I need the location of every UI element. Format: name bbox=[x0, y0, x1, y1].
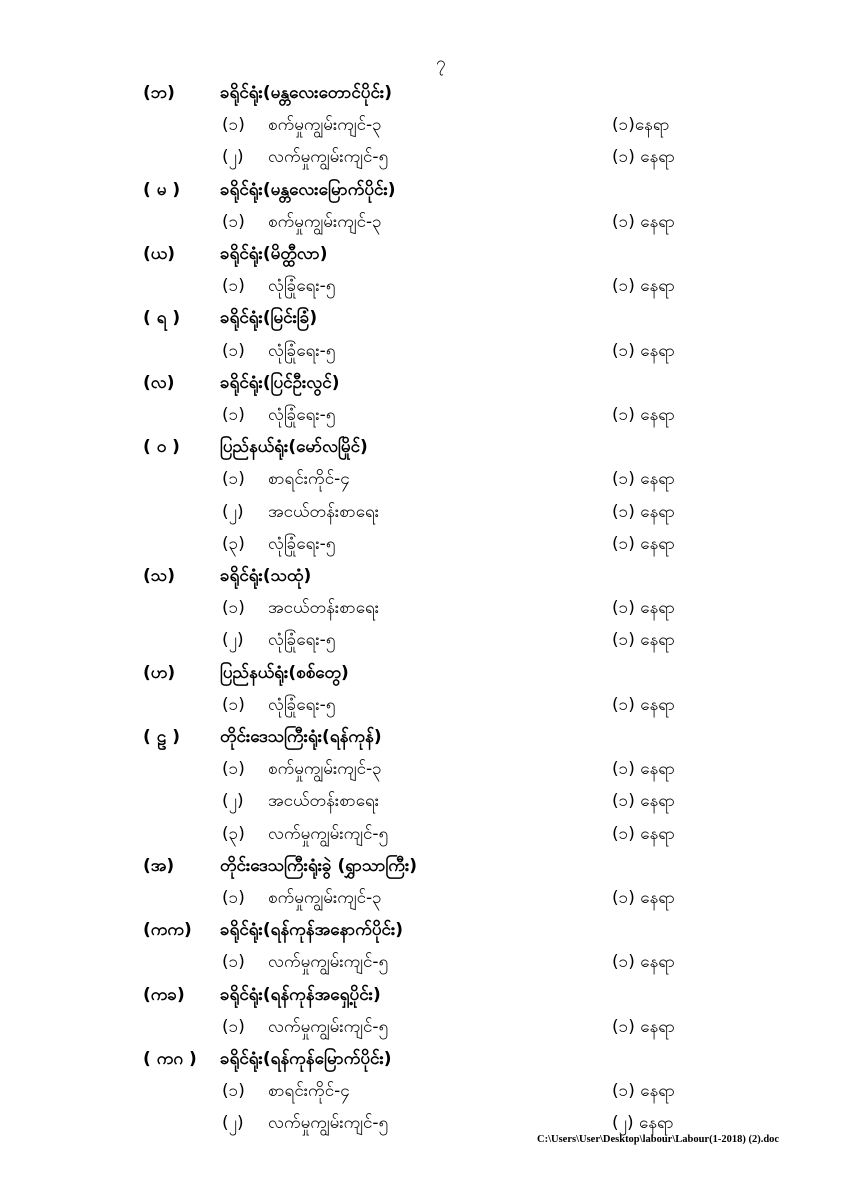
vacancy-item bbox=[0, 142, 849, 172]
vacancy-item bbox=[0, 625, 849, 655]
vacancy-item bbox=[0, 754, 849, 784]
item-number: (၃) bbox=[222, 533, 245, 554]
item-vacancy-count: (၁) နေရာ bbox=[612, 952, 676, 973]
item-position: လက်မှုကျွမ်းကျင်-၅ bbox=[268, 147, 389, 168]
vacancy-item bbox=[0, 786, 849, 816]
item-position: စက်မှုကျွမ်းကျင်-၃ bbox=[268, 759, 382, 780]
item-position: စက်မှုကျွမ်းကျင်-၃ bbox=[268, 211, 382, 232]
item-vacancy-count: (၁) နေရာ bbox=[612, 598, 676, 619]
section-label: (ကခ) bbox=[143, 984, 185, 1005]
section-label: ( ဠ ) bbox=[143, 727, 181, 747]
section-title: ပြည်နယ်ရုံး(မော်လမြိုင်) bbox=[220, 437, 368, 458]
item-vacancy-count: (၁) နေရာ bbox=[612, 501, 676, 522]
item-number: (၁) bbox=[222, 405, 245, 425]
section-header bbox=[0, 432, 849, 462]
section-label: (သ) bbox=[143, 566, 175, 586]
section-label: ( ဝ ) bbox=[143, 437, 180, 458]
vacancy-item bbox=[0, 819, 849, 849]
section-title: ခရိုင်ရုံး(မိတ္ထီလာ) bbox=[220, 244, 328, 264]
vacancy-item bbox=[0, 690, 849, 720]
item-number: (၁) bbox=[222, 340, 245, 361]
item-number: (၁) bbox=[222, 694, 245, 715]
item-vacancy-count: (၁) နေရာ bbox=[612, 759, 676, 780]
item-vacancy-count: (၁) နေရာ bbox=[612, 888, 676, 908]
item-number: (၁) bbox=[222, 759, 245, 780]
section-label: ( ကဂ ) bbox=[143, 1049, 197, 1069]
item-number: (၁) bbox=[222, 276, 245, 297]
section-title: ခရိုင်ရုံး(သထုံ) bbox=[220, 566, 312, 586]
item-vacancy-count: (၁) နေရာ bbox=[612, 211, 676, 232]
item-vacancy-count: (၁) နေရာ bbox=[612, 340, 676, 361]
section-header bbox=[0, 368, 849, 398]
page-number: ၇ bbox=[436, 53, 446, 73]
item-number: (၁) bbox=[222, 888, 245, 908]
section-title: တိုင်းဒေသကြီးရုံး(ရန်ကုန်) bbox=[220, 727, 382, 747]
section-label: ( ရ ) bbox=[143, 308, 181, 329]
section-label: (အ) bbox=[143, 855, 175, 876]
item-vacancy-count: (၁) နေရာ bbox=[612, 1081, 676, 1102]
vacancy-item bbox=[0, 883, 849, 913]
section-header bbox=[0, 980, 849, 1010]
vacancy-item bbox=[0, 497, 849, 527]
section-label: (ဟ) bbox=[143, 662, 176, 683]
section-header bbox=[0, 561, 849, 591]
item-vacancy-count: (၁) နေရာ bbox=[612, 694, 676, 715]
item-position: လက်မှုကျွမ်းကျင်-၅ bbox=[268, 1113, 389, 1134]
section-title: ပြည်နယ်ရုံး(စစ်တွေ) bbox=[220, 662, 349, 683]
item-number: (၁) bbox=[222, 598, 245, 619]
item-position: လက်မှုကျွမ်းကျင်-၅ bbox=[268, 952, 389, 973]
item-vacancy-count: (၁) နေရာ bbox=[612, 823, 676, 844]
vacancy-item bbox=[0, 464, 849, 494]
item-position: အငယ်တန်းစာရေး bbox=[268, 501, 380, 522]
item-vacancy-count: (၁) နေရာ bbox=[612, 630, 676, 651]
vacancy-item bbox=[0, 529, 849, 559]
item-position: လုံခြုံရေး-၅ bbox=[268, 276, 336, 297]
item-number: (၂) bbox=[222, 501, 244, 522]
vacancy-item bbox=[0, 593, 849, 623]
section-title: ခရိုင်ရုံး(ရန်ကုန်အရှေ့ပိုင်း) bbox=[220, 984, 381, 1005]
section-label: (လ) bbox=[143, 372, 175, 393]
vacancy-item bbox=[0, 947, 849, 977]
vacancy-item bbox=[0, 271, 849, 301]
vacancy-item bbox=[0, 336, 849, 366]
item-number: (၂) bbox=[222, 630, 244, 651]
vacancy-item bbox=[0, 110, 849, 140]
item-position: လက်မှုကျွမ်းကျင်-၅ bbox=[268, 823, 389, 844]
section-label: ( မ ) bbox=[143, 179, 181, 200]
item-position: အငယ်တန်းစာရေး bbox=[268, 598, 380, 619]
section-title: ခရိုင်ရုံး(မြင်းခြံ) bbox=[220, 308, 318, 329]
section-header bbox=[0, 239, 849, 269]
section-title: ခရိုင်ရုံး(မန္တလေးတောင်ပိုင်း) bbox=[220, 83, 392, 103]
item-position: လုံခြုံရေး-၅ bbox=[268, 533, 336, 554]
item-number: (၁) bbox=[222, 1016, 245, 1037]
item-position: လုံခြုံရေး-၅ bbox=[268, 694, 336, 715]
footer-file-path: C:\Users\User\Desktop\labour\Labour(1-2018) (2).doc bbox=[537, 1134, 780, 1145]
section-header bbox=[0, 175, 849, 205]
section-header bbox=[0, 658, 849, 688]
item-number: (၂) bbox=[222, 791, 244, 812]
item-number: (၁) bbox=[222, 469, 245, 490]
section-title: တိုင်းဒေသကြီးရုံးခွဲ (ရွှာသာကြီး) bbox=[220, 855, 418, 876]
item-number: (၁) bbox=[222, 115, 245, 136]
section-header bbox=[0, 303, 849, 333]
vacancy-item bbox=[0, 1076, 849, 1106]
item-vacancy-count: (၁) နေရာ bbox=[612, 405, 676, 425]
item-vacancy-count: (၁)နေရာ bbox=[612, 115, 670, 136]
section-title: ခရိုင်ရုံး(မန္တလေးမြောက်ပိုင်း) bbox=[220, 179, 396, 200]
item-number: (၂) bbox=[222, 1113, 244, 1134]
item-position: စာရင်းကိုင်-၄ bbox=[268, 1081, 350, 1102]
section-header bbox=[0, 722, 849, 752]
item-position: လုံခြုံရေး-၅ bbox=[268, 630, 336, 651]
section-header bbox=[0, 78, 849, 108]
item-vacancy-count: (၁) နေရာ bbox=[612, 276, 676, 297]
item-vacancy-count: (၁) နေရာ bbox=[612, 533, 676, 554]
item-position: လုံခြုံရေး-၅ bbox=[268, 340, 336, 361]
item-vacancy-count: (၂) နေရာ bbox=[612, 1113, 674, 1134]
item-vacancy-count: (၁) နေရာ bbox=[612, 1016, 676, 1037]
section-header bbox=[0, 851, 849, 881]
item-number: (၁) bbox=[222, 211, 245, 232]
item-position: စက်မှုကျွမ်းကျင်-၃ bbox=[268, 115, 382, 136]
section-header bbox=[0, 1044, 849, 1074]
item-vacancy-count: (၁) နေရာ bbox=[612, 147, 676, 168]
item-position: စက်မှုကျွမ်းကျင်-၃ bbox=[268, 888, 382, 908]
item-number: (၃) bbox=[222, 823, 245, 844]
vacancy-item bbox=[0, 400, 849, 430]
section-title: ခရိုင်ရုံး(ရန်ကုန်အနောက်ပိုင်း) bbox=[220, 920, 404, 941]
item-number: (၁) bbox=[222, 952, 245, 973]
item-position: အငယ်တန်းစာရေး bbox=[268, 791, 380, 812]
section-header bbox=[0, 915, 849, 945]
section-title: ခရိုင်ရုံး(ရန်ကုန်မြောက်ပိုင်း) bbox=[220, 1049, 392, 1069]
item-number: (၂) bbox=[222, 147, 244, 168]
section-label: (ယ) bbox=[143, 244, 176, 264]
vacancy-item bbox=[0, 207, 849, 237]
item-vacancy-count: (၁) နေရာ bbox=[612, 791, 676, 812]
section-label: (ကက) bbox=[143, 920, 192, 941]
section-label: (ဘ) bbox=[143, 83, 175, 103]
item-number: (၁) bbox=[222, 1081, 245, 1102]
section-title: ခရိုင်ရုံး(ပြင်ဦးလွင်) bbox=[220, 372, 340, 393]
vacancy-item bbox=[0, 1012, 849, 1042]
item-position: စာရင်းကိုင်-၄ bbox=[268, 469, 350, 490]
item-vacancy-count: (၁) နေရာ bbox=[612, 469, 676, 490]
item-position: လုံခြုံရေး-၅ bbox=[268, 405, 336, 425]
item-position: လက်မှုကျွမ်းကျင်-၅ bbox=[268, 1016, 389, 1037]
